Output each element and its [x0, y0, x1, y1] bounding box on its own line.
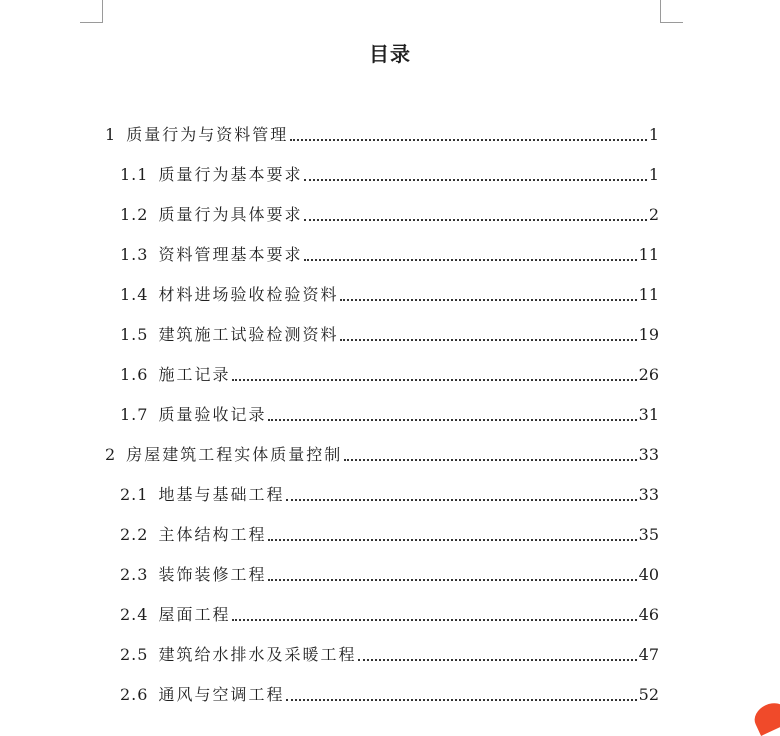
toc-entry[interactable] [120, 560, 659, 586]
toc-dot-leader [358, 659, 636, 661]
toc-entry-label: 装饰装修工程 [158, 565, 267, 584]
toc-entry[interactable] [120, 600, 659, 626]
toc-entry[interactable] [120, 360, 659, 386]
toc-entry-page: 11 [638, 245, 659, 264]
toc-entry[interactable] [120, 200, 659, 226]
toc-dot-leader [290, 139, 647, 141]
toc-dot-leader [268, 579, 636, 581]
toc-dot-leader [340, 299, 636, 301]
toc-entry-label: 主体结构工程 [158, 525, 267, 544]
toc-entry-label: 质量行为具体要求 [158, 205, 303, 224]
toc-entry-label: 房屋建筑工程实体质量控制 [126, 445, 343, 464]
toc-entry[interactable] [120, 240, 659, 266]
toc-entry-label: 施工记录 [158, 365, 231, 384]
toc-dot-leader [268, 539, 636, 541]
toc-entry-page: 31 [638, 405, 659, 424]
toc-entry-number: 2.1 [120, 485, 149, 504]
toc-dot-leader [344, 459, 636, 461]
toc-entry[interactable] [105, 440, 659, 466]
toc-entry-label: 建筑给水排水及采暖工程 [158, 645, 357, 664]
toc-entry-page: 1 [648, 125, 659, 144]
toc-dot-leader [232, 379, 636, 381]
toc-entry-page: 33 [638, 485, 659, 504]
toc-entry-page: 1 [648, 165, 659, 184]
toc-dot-leader [304, 179, 646, 181]
toc-dot-leader [232, 619, 636, 621]
toc-entry-number: 1.2 [120, 205, 149, 224]
toc-entry-number: 1.4 [120, 285, 149, 304]
page-corner-mark-left [80, 0, 103, 23]
toc-entry-number: 1.3 [120, 245, 149, 264]
toc-dot-leader [304, 259, 636, 261]
toc-entry-page: 47 [638, 645, 659, 664]
toc-entry-number: 1.6 [120, 365, 149, 384]
toc-entry-page: 46 [638, 605, 659, 624]
toc-entry-page: 26 [638, 365, 659, 384]
toc-entry-label: 质量行为与资料管理 [126, 125, 289, 144]
toc-entry-number: 2.6 [120, 685, 149, 704]
toc-entry-number: 1.7 [120, 405, 149, 424]
toc-dot-leader [286, 499, 636, 501]
toc-entry-page: 11 [638, 285, 659, 304]
toc-entry[interactable] [120, 160, 659, 186]
toc-entry-number: 2.3 [120, 565, 149, 584]
toc-entry[interactable] [120, 480, 659, 506]
page-title: 目录 [369, 42, 411, 66]
toc-entry-label: 通风与空调工程 [158, 685, 285, 704]
page-corner-mark-right [660, 0, 683, 23]
toc-entry-number: 1.1 [120, 165, 149, 184]
toc-dot-leader [304, 219, 646, 221]
toc-entry-number: 1.5 [120, 325, 149, 344]
toc-entry[interactable] [120, 520, 659, 546]
toc-entry-label: 资料管理基本要求 [158, 245, 303, 264]
toc-entry[interactable] [120, 400, 659, 426]
toc-entry[interactable] [120, 640, 659, 666]
toc-entry-page: 19 [638, 325, 659, 344]
toc-entry-label: 地基与基础工程 [158, 485, 285, 504]
decorative-swoosh [750, 698, 780, 736]
toc-entry-page: 40 [638, 565, 659, 584]
toc-entry-number: 2.4 [120, 605, 149, 624]
toc-entry-label: 质量行为基本要求 [158, 165, 303, 184]
toc-entry-label: 屋面工程 [158, 605, 231, 624]
toc-entry-page: 35 [638, 525, 659, 544]
toc-entry[interactable] [120, 680, 659, 706]
toc-entry-page: 52 [638, 685, 659, 704]
toc-dot-leader [340, 339, 636, 341]
toc-entry-page: 2 [648, 205, 659, 224]
toc-entry-number: 2.5 [120, 645, 149, 664]
toc-entry-number: 2.2 [120, 525, 149, 544]
toc-dot-leader [286, 699, 636, 701]
toc-entry[interactable] [120, 320, 659, 346]
toc-entry[interactable] [105, 120, 659, 146]
toc-entry-number: 1 [105, 125, 117, 144]
toc-dot-leader [268, 419, 636, 421]
toc-entry-number: 2 [105, 445, 117, 464]
toc-entry[interactable] [120, 280, 659, 306]
toc-entry-label: 建筑施工试验检测资料 [158, 325, 339, 344]
toc-entry-label: 材料进场验收检验资料 [158, 285, 339, 304]
toc-entry-page: 33 [638, 445, 659, 464]
toc-entry-label: 质量验收记录 [158, 405, 267, 424]
